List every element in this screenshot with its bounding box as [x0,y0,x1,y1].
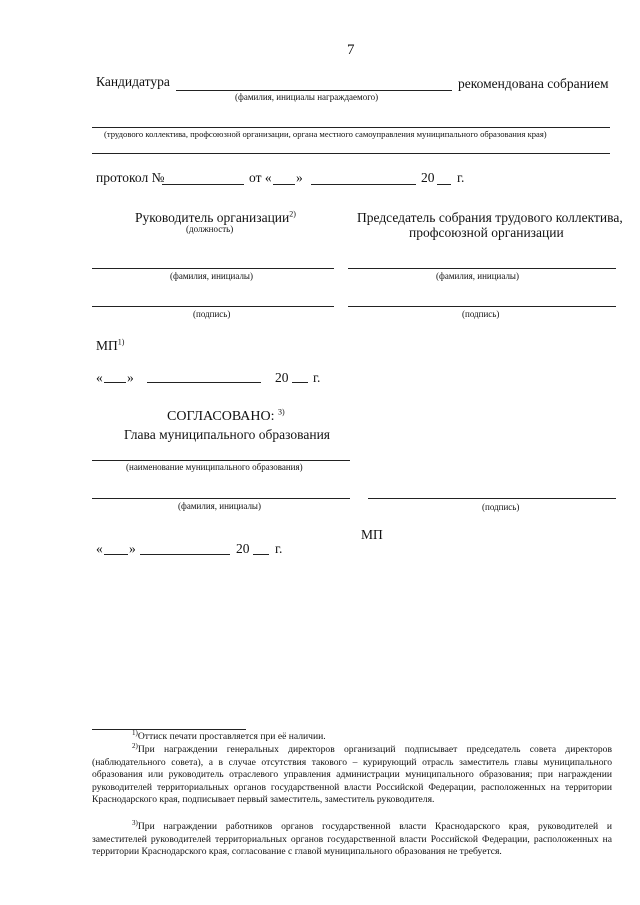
date2-year-field[interactable] [253,554,269,555]
agreed-signature-field[interactable] [368,498,616,499]
left-position-caption: (должность) [186,224,234,234]
protocol-month-field[interactable] [311,184,416,185]
right-name-caption: (фамилия, инициалы) [436,271,519,281]
nominee-name-field[interactable] [176,90,452,91]
protocol-year-field[interactable] [437,184,451,185]
left-name-caption: (фамилия, инициалы) [170,271,253,281]
protocol-number-field[interactable] [162,184,244,185]
footnote-1: $^{1)}$Оттиск печати проставляется при её наличии. [132,728,326,742]
date1-year-field[interactable] [292,382,308,383]
left-sign-title: Руководитель организации$^{2)}$ [135,209,296,225]
candidacy-label: Кандидатура [96,74,170,89]
date1-year-prefix: 20 [275,370,289,385]
date1-year-suffix: г. [313,370,321,385]
right-name-field[interactable] [348,268,616,269]
agreed-title: СОГЛАСОВАНО: $^{3)}$ [167,407,285,424]
date2-close: » [129,541,136,556]
collective-field[interactable] [92,127,610,128]
footnote-separator [92,729,246,730]
agreed-name-field[interactable] [92,498,350,499]
footnote-3: $^{3)}$При награждении работников органов государственной власти Краснодарского края, руководителей и заместителей руководителей территориальных органов государственной власти Российской Федерации, расположенных на территории Краснодарского края, согласование с главой муниципального образования не требуется. [92,818,612,858]
right-signature-field[interactable] [348,306,616,307]
date1-open: « [96,370,103,385]
nominee-caption: (фамилия, инициалы награждаемого) [235,92,379,102]
municipality-caption: (наименование муниципального образования) [126,462,303,472]
date2-year-suffix: г. [275,541,283,556]
protocol-day-field[interactable] [273,184,295,185]
agreed-signature-caption: (подпись) [482,502,520,512]
protocol-from-label: от « [249,170,272,185]
left-signature-caption: (подпись) [193,309,231,319]
municipality-name-field[interactable] [92,460,350,461]
agreed-stamp-label: МП [361,527,383,542]
date2-year-prefix: 20 [236,541,250,556]
date1-close: » [127,370,134,385]
collective-field-line2[interactable] [92,153,610,154]
date1-day-field[interactable] [104,382,126,383]
protocol-year-suffix: г. [457,170,465,185]
agreed-name-caption: (фамилия, инициалы) [178,501,261,511]
date2-open: « [96,541,103,556]
right-signature-caption: (подпись) [462,309,500,319]
date1-month-field[interactable] [147,382,261,383]
right-sign-title-line2: профсоюзной организации [409,225,564,240]
right-sign-title-line1: Председатель собрания трудового коллектива, [357,210,623,225]
protocol-quote-close: » [296,170,303,185]
footnote-2: $^{2)}$При награждении генеральных директоров организаций подписывает председатель совета директоров (наблюдательного совета), а в случае отсутствия такового – курирующий отрасль заместитель главы муниципального образования или руководитель отраслевого управления администрации муниципального образования; при награждении руководителей территориальных органов государственной власти Российской Федерации, расположенных на территории Краснодарского края, подписывает первый заместитель, заместитель руководителя. [92,741,612,806]
date2-month-field[interactable] [140,554,230,555]
recommended-label: рекомендована собранием [458,76,609,91]
collective-caption: (трудового коллектива, профсоюзной организации, органа местного самоуправления муниципального образования края) [104,129,547,139]
stamp-label: МП$^{1)}$ [96,337,125,353]
page-number: 7 [347,42,355,58]
agreed-subtitle: Глава муниципального образования [124,427,331,442]
date2-day-field[interactable] [104,554,128,555]
left-name-field[interactable] [92,268,334,269]
left-signature-field[interactable] [92,306,334,307]
protocol-year-prefix: 20 [421,170,435,185]
protocol-label: протокол № [96,170,165,185]
